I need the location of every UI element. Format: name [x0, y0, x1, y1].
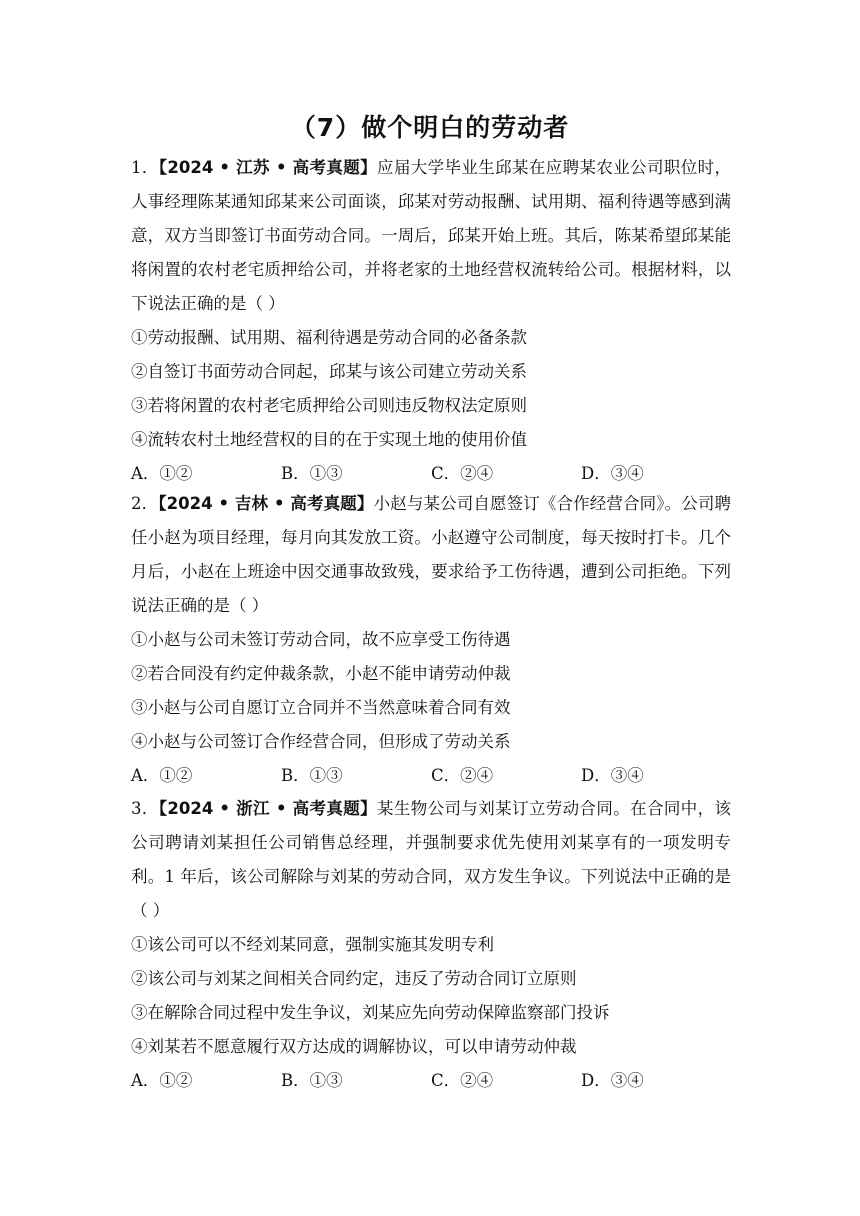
choice-d: D．③④ — [581, 766, 644, 785]
statement-option: ④流转农村土地经营权的目的在于实现土地的使用价值 — [131, 430, 527, 449]
page-title: （7）做个明白的劳动者 — [290, 113, 570, 142]
question-number: 1． — [131, 158, 159, 177]
choice-c: C．②④ — [431, 766, 494, 785]
answer-choices — [131, 1064, 731, 1098]
question-stem — [131, 151, 731, 321]
statement-option: ④小赵与公司签订合作经营合同，但形成了劳动关系 — [131, 732, 511, 751]
choice-b: B．①③ — [281, 464, 343, 483]
question-source-tag: 【2024 • 吉林 • 高考真题】 — [158, 494, 374, 513]
answer-choices — [131, 457, 731, 491]
statement-option: ④刘某若不愿意履行双方达成的调解协议，可以申请劳动仲裁 — [131, 1037, 577, 1056]
choice-c: C．②④ — [431, 1071, 494, 1090]
choice-b: B．①③ — [281, 766, 343, 785]
question-text: 某生物公司与刘某订立劳动合同。在合同中，该公司聘请刘某担任公司销售总经理，并强制要求优先使用刘某享有的一项发明专利。1 年后，该公司解除与刘某的劳动合同，双方发生争议。下列说法中正确的是（ ） — [131, 799, 731, 920]
question-3 — [131, 792, 731, 1098]
choice-a: A．①② — [131, 1071, 193, 1090]
statement-option: ①该公司可以不经刘某同意，强制实施其发明专利 — [131, 935, 494, 954]
statement-option: ①小赵与公司未签订劳动合同，故不应享受工伤待遇 — [131, 630, 511, 649]
statement-option: ③小赵与公司自愿订立合同并不当然意味着合同有效 — [131, 698, 511, 717]
statement-option: ①劳动报酬、试用期、福利待遇是劳动合同的必备条款 — [131, 328, 527, 347]
choice-b: B．①③ — [281, 1071, 343, 1090]
choice-c: C．②④ — [431, 464, 494, 483]
statement-option: ②自签订书面劳动合同起，邱某与该公司建立劳动关系 — [131, 362, 527, 381]
statement-option: ②若合同没有约定仲裁条款，小赵不能申请劳动仲裁 — [131, 664, 511, 683]
question-number: 2． — [131, 494, 159, 513]
question-text: 应届大学毕业生邱某在应聘某农业公司职位时，人事经理陈某通知邱某来公司面谈，邱某对劳动报酬、试用期、福利待遇等感到满意，双方当即签订书面劳动合同。一周后，邱某开始上班。其后，陈某希望邱某能将闲置的农村老宅质押给公司，并将老家的土地经营权流转给公司。根据材料，以下说法正确的是（ ） — [131, 158, 731, 313]
statement-option: ③若将闲置的农村老宅质押给公司则违反物权法定原则 — [131, 396, 527, 415]
question-source-tag: 【2024 • 浙江 • 高考真题】 — [158, 799, 377, 818]
statement-option: ③在解除合同过程中发生争议，刘某应先向劳动保障监察部门投诉 — [131, 1003, 610, 1022]
choice-a: A．①② — [131, 464, 193, 483]
question-text: 小赵与某公司自愿签订《合作经营合同》。公司聘任小赵为项目经理，每月向其发放工资。小赵遵守公司制度，每天按时打卡。几个月后，小赵在上班途中因交通事故致残，要求给予工伤待遇，遭到公司拒绝。下列说法正确的是（ ） — [131, 494, 732, 615]
choice-d: D．③④ — [581, 464, 644, 483]
statement-option: ②该公司与刘某之间相关合同约定，违反了劳动合同订立原则 — [131, 969, 577, 988]
answer-choices — [131, 759, 731, 793]
choice-d: D．③④ — [581, 1071, 644, 1090]
question-2 — [131, 487, 731, 793]
question-1 — [131, 151, 731, 491]
choice-a: A．①② — [131, 766, 193, 785]
question-stem — [131, 487, 731, 623]
question-stem — [131, 792, 731, 928]
question-source-tag: 【2024 • 江苏 • 高考真题】 — [158, 158, 377, 177]
question-number: 3． — [131, 799, 159, 818]
